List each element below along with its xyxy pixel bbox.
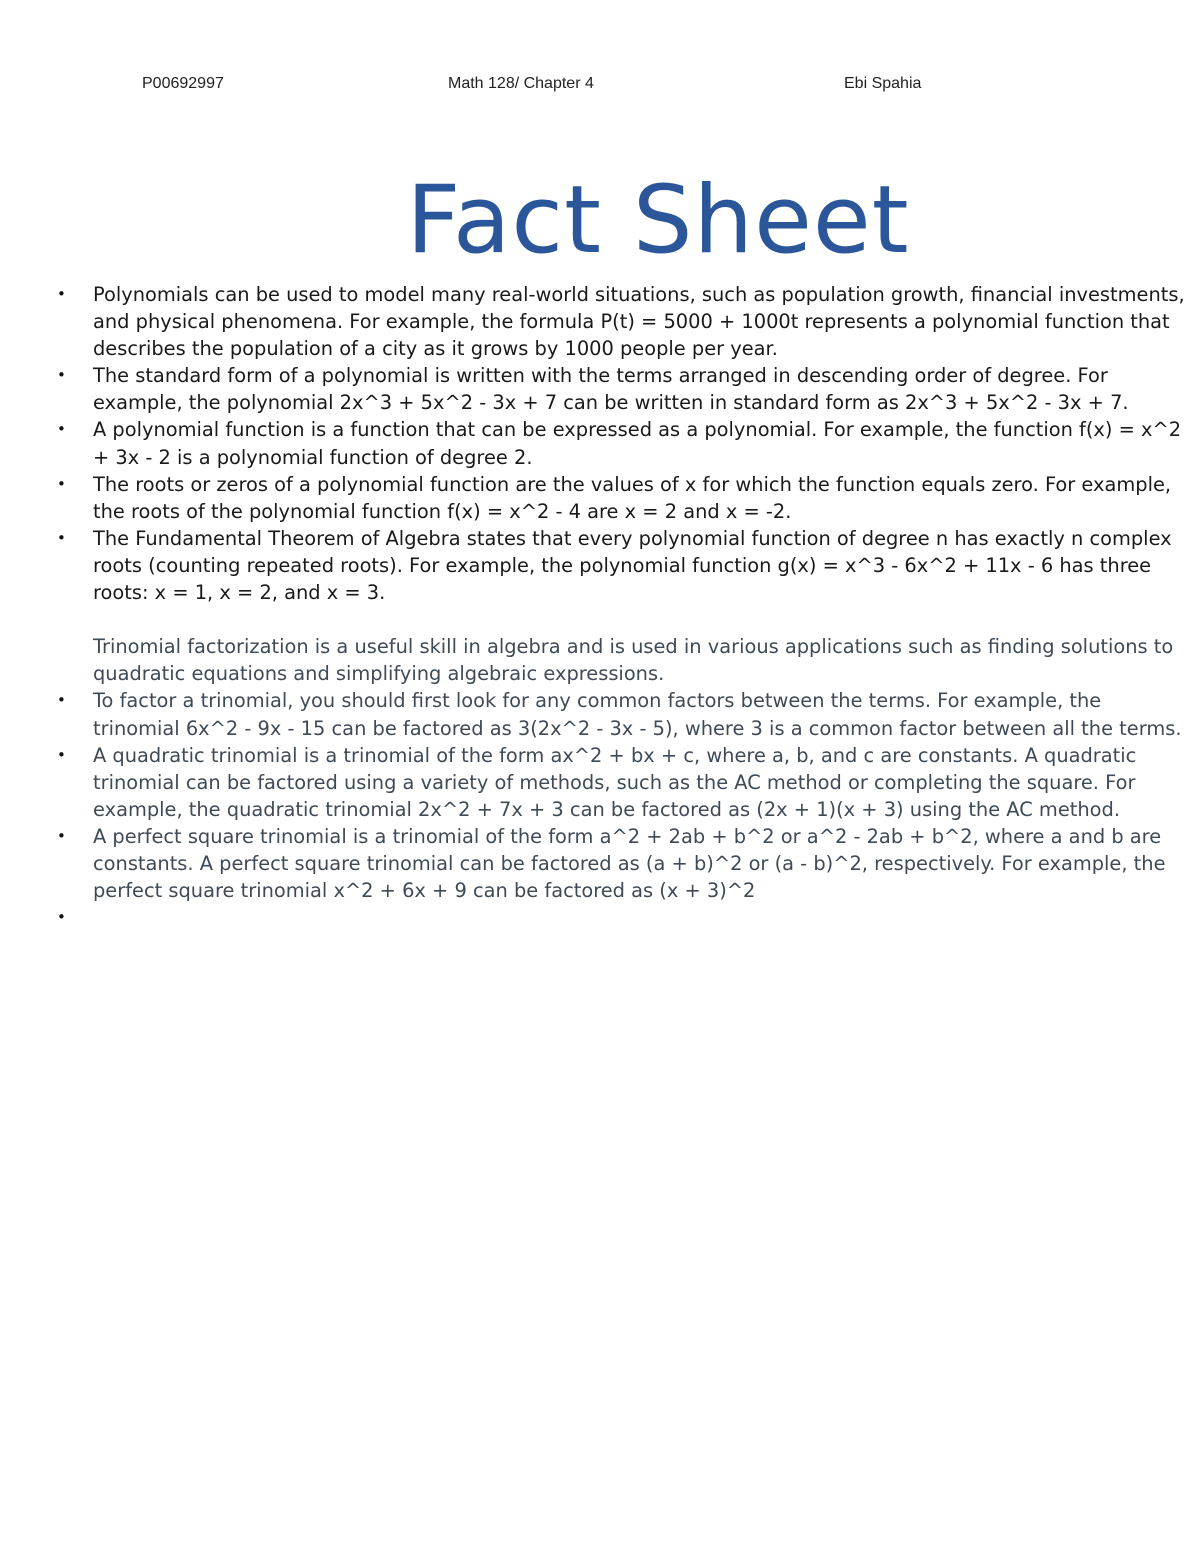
course-label: Math 128/ Chapter 4 xyxy=(448,75,594,92)
bullet-icon: • xyxy=(57,366,66,385)
list-item xyxy=(57,362,1185,416)
bullet-icon: • xyxy=(57,908,66,927)
author-name: Ebi Spahia xyxy=(844,75,922,92)
list-item-text: The roots or zeros of a polynomial function are the values of x for which the function equals zero. For example, the roots of the polynomial function f(x) = x^2 - 4 are x = 2 and x = -2. xyxy=(93,472,1172,523)
student-id: P00692997 xyxy=(142,75,224,92)
list-item-text: A polynomial function is a function that can be expressed as a polynomial. For example, the function f(x) = x^2 + 3x - 2 is a polynomial function of degree 2. xyxy=(93,418,1182,469)
bullet-icon: • xyxy=(57,474,66,493)
list-item-text: The Fundamental Theorem of Algebra states that every polynomial function of degree n has exactly n complex roots (counting repeated roots). For example, the polynomial function g(x) = x^3 - 6x^2 + 11x - 6 has three roots: x = 1, x = 2, and x = 3. xyxy=(93,526,1172,605)
list-item-text: The standard form of a polynomial is written with the terms arranged in descending order of degree. For example, the polynomial 2x^3 + 5x^2 - 3x + 7 can be written in standard form as 2x^3 + 5x^2 - 3x + 7. xyxy=(93,364,1129,415)
bullet-icon: • xyxy=(57,691,66,710)
list-item xyxy=(57,416,1185,470)
trinomial-facts-list xyxy=(57,687,1185,931)
list-item-text: A quadratic trinomial is a trinomial of the form ax^2 + bx + c, where a, b, and c are constants. A quadratic trinomial can be factored using a variety of methods, such as the AC method or completing the square. For example, the quadratic trinomial 2x^2 + 7x + 3 can be factored as (2x + 1)(x + 3) using the AC method. xyxy=(93,743,1137,821)
page-header xyxy=(0,75,1200,97)
bullet-icon: • xyxy=(57,745,66,764)
trinomial-intro: Trinomial factorization is a useful skill in algebra and is used in various applications such as finding solutions to quadratic equations and simplifying algebraic expressions. xyxy=(93,635,1174,686)
list-item xyxy=(57,687,1185,741)
list-item-text: To factor a trinomial, you should first look for any common factors between the terms. For example, the trinomial 6x^2 - 9x - 15 can be factored as 3(2x^2 - 3x - 5), where 3 is a common factor between all the terms. xyxy=(93,689,1182,740)
bullet-icon: • xyxy=(57,528,66,547)
bullet-icon: • xyxy=(57,420,66,439)
page-title: Fact Sheet xyxy=(406,166,910,275)
list-item-text: Polynomials can be used to model many real-world situations, such as population growth, financial investments, and physical phenomena. For example, the formula P(t) = 5000 + 1000t represents a polynomial function that describes the population of a city as it grows by 1000 people per year. xyxy=(93,283,1185,361)
list-item xyxy=(57,742,1185,823)
list-item xyxy=(57,471,1185,525)
document-body xyxy=(57,281,1185,931)
list-item-text: A perfect square trinomial is a trinomial of the form a^2 + 2ab + b^2 or a^2 - 2ab + b^2, where a and b are constants. A perfect square trinomial can be factored as (a + b)^2 or (a - b)^2, respectively. For example, the perfect square trinomial x^2 + 6x + 9 can be factored as (x + 3)^2 xyxy=(93,824,1166,903)
bullet-icon: • xyxy=(57,826,66,845)
list-item xyxy=(57,823,1185,904)
bullet-icon: • xyxy=(57,285,66,303)
list-item xyxy=(57,525,1185,606)
list-item-empty xyxy=(57,904,1185,931)
polynomial-facts-list xyxy=(57,281,1185,606)
list-item xyxy=(57,281,1185,362)
